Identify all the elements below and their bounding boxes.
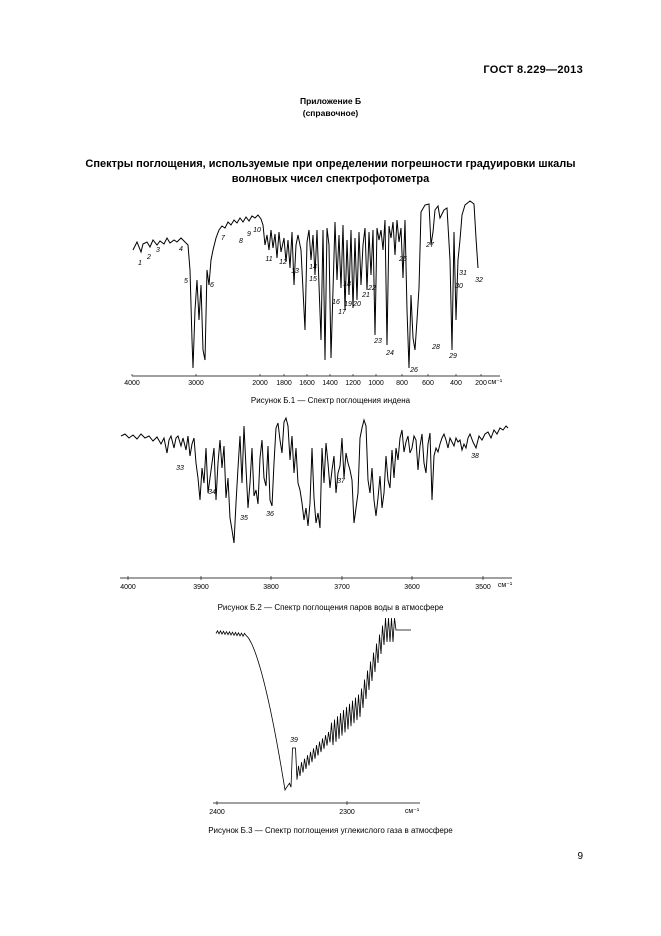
fig1-tick: 800	[396, 380, 408, 387]
appendix-title: Приложение Б	[299, 96, 362, 106]
figure-2-spectrum	[0, 408, 661, 593]
section-title-line2: волновых чисел спектрофотометра	[231, 173, 430, 185]
fig2-tick: 3700	[334, 584, 350, 591]
fig1-peak-label: 31	[459, 270, 467, 277]
section-title	[40, 157, 621, 187]
figure-1-spectrum	[0, 190, 661, 395]
fig1-peak-label: 18	[343, 281, 351, 288]
fig3-unit: см⁻¹	[404, 808, 420, 815]
fig1-peak-label: 9	[247, 231, 251, 238]
fig1-peak-label: 30	[455, 283, 463, 290]
fig1-peak-label: 32	[475, 277, 483, 284]
fig2-tick: 3900	[193, 584, 209, 591]
fig1-peak-label: 25	[399, 256, 407, 263]
fig2-peak-label: 33	[176, 465, 184, 472]
fig1-peak-label: 6	[210, 282, 214, 289]
fig1-peak-label: 15	[309, 276, 317, 283]
fig1-peak-label: 21	[362, 292, 370, 299]
fig1-tick: 2000	[252, 380, 268, 387]
fig1-peak-label: 22	[368, 285, 376, 292]
fig1-peak-label: 24	[386, 350, 394, 357]
fig1-tick: 1200	[345, 380, 361, 387]
figure-1-tick-labels	[124, 379, 503, 387]
fig2-peak-label: 37	[337, 478, 345, 485]
figure-3-caption: Рисунок Б.3 — Спектр поглощения углекислого газа в атмосфере	[208, 826, 453, 835]
fig3-tick: 2300	[339, 809, 355, 816]
standard-header: ГОСТ 8.229—2013	[483, 64, 583, 76]
fig1-tick: 1600	[299, 380, 315, 387]
fig1-tick: 1800	[276, 380, 292, 387]
figure-3-spectrum-line	[216, 618, 411, 790]
fig1-peak-label: 29	[449, 353, 457, 360]
fig1-peak-label: 23	[374, 338, 382, 345]
page-number: 9	[577, 851, 583, 862]
section-title-line1: Спектры поглощения, используемые при определении погрешности градуировки шкалы	[85, 158, 576, 170]
fig1-peak-label: 1	[138, 260, 142, 267]
fig1-peak-label: 16	[332, 299, 340, 306]
fig3-peak-label: 39	[290, 737, 298, 744]
fig1-peak-label: 14	[309, 264, 317, 271]
fig2-peak-label: 38	[471, 453, 479, 460]
fig1-peak-label: 10	[253, 227, 261, 234]
fig2-tick: 4000	[120, 584, 136, 591]
figure-2-caption: Рисунок Б.2 — Спектр поглощения паров воды в атмосфере	[217, 603, 444, 612]
fig1-peak-label: 2	[147, 254, 151, 261]
fig2-peak-label: 34	[208, 489, 216, 496]
fig1-tick: 400	[450, 380, 462, 387]
fig2-tick: 3500	[475, 584, 491, 591]
fig1-peak-label: 12	[279, 259, 287, 266]
fig1-peak-label: 27	[426, 242, 434, 249]
fig1-tick: 4000	[124, 380, 140, 387]
fig2-peak-label: 35	[240, 515, 248, 522]
appendix-subtitle: (справочное)	[302, 108, 359, 118]
fig1-peak-label: 20	[353, 301, 361, 308]
fig2-tick: 3800	[263, 584, 279, 591]
fig1-unit: см⁻¹	[487, 379, 503, 386]
fig2-unit: см⁻¹	[497, 582, 513, 589]
figure-2-spectrum-line	[121, 418, 508, 543]
figure-3-tick-labels	[209, 808, 420, 816]
fig1-peak-label: 28	[432, 344, 440, 351]
fig1-peak-label: 5	[184, 278, 188, 285]
fig1-peak-label: 13	[291, 268, 299, 275]
fig1-peak-label: 7	[221, 235, 225, 242]
figure-1-caption: Рисунок Б.1 — Спектр поглощения индена	[250, 396, 411, 405]
fig2-tick: 3600	[404, 584, 420, 591]
fig1-peak-label: 26	[410, 367, 418, 374]
fig1-peak-label: 11	[265, 256, 273, 263]
fig1-tick: 600	[422, 380, 434, 387]
fig1-tick: 1000	[368, 380, 384, 387]
fig1-tick: 200	[475, 380, 487, 387]
figure-2-tick-labels	[120, 582, 513, 591]
fig1-tick: 3000	[188, 380, 204, 387]
fig1-peak-label: 17	[338, 309, 346, 316]
fig3-tick: 2400	[209, 809, 225, 816]
fig1-tick: 1400	[322, 380, 338, 387]
fig1-peak-label: 19	[344, 301, 352, 308]
fig1-peak-label: 3	[156, 247, 160, 254]
fig2-peak-label: 36	[266, 511, 274, 518]
figure-3-peak-labels	[290, 737, 298, 744]
fig1-peak-label: 4	[179, 246, 183, 253]
figure-3-spectrum	[0, 618, 661, 823]
fig1-peak-label: 8	[239, 238, 243, 245]
